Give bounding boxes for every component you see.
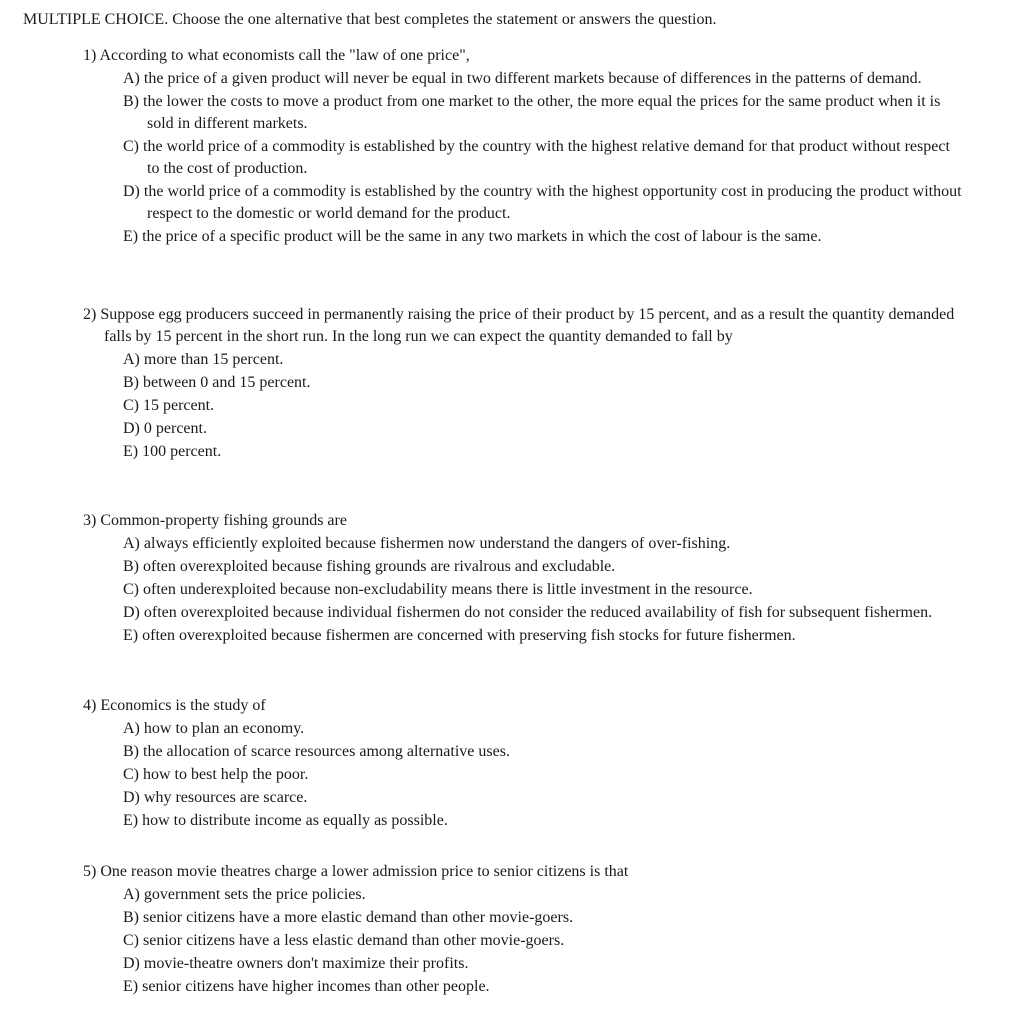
choice-text: 15 percent. (143, 397, 215, 414)
question-number: 4) (83, 697, 97, 714)
choice-letter: E) (123, 812, 139, 829)
choice-text: how to best help the poor. (143, 766, 309, 783)
question-stem (83, 861, 963, 883)
answer-choice (123, 349, 963, 371)
choice-text: 0 percent. (143, 420, 207, 437)
question-number: 1) (83, 47, 97, 64)
choice-text: often overexploited because individual fishermen do not consider the reduced availability of fish for subsequent fishermen. (143, 604, 933, 621)
choice-letter: D) (123, 604, 140, 621)
answer-choice (123, 764, 963, 786)
choice-letter: A) (123, 720, 140, 737)
answer-choice (123, 441, 963, 463)
choice-letter: E) (123, 443, 139, 460)
answer-choice (123, 556, 963, 578)
choice-text: the price of a specific product will be the same in any two markets in which the cost of labour is the same. (142, 228, 822, 245)
question-text: Suppose egg producers succeed in permanently raising the price of their product by 15 percent, and as a result the quantity demanded falls by 15 percent in the short run. In the long run we can expect the quantity demanded to fall by (100, 306, 955, 345)
question-3 (83, 510, 963, 648)
answer-choice (123, 976, 963, 998)
choice-list (123, 349, 963, 463)
answer-choice (123, 953, 963, 975)
choice-text: between 0 and 15 percent. (143, 374, 311, 391)
choice-letter: A) (123, 535, 140, 552)
choice-letter: C) (123, 932, 139, 949)
question-text: Common-property fishing grounds are (100, 512, 347, 529)
answer-choice (123, 579, 963, 601)
answer-choice (123, 136, 963, 180)
answer-choice (123, 395, 963, 417)
choice-text: senior citizens have higher incomes than other people. (142, 978, 490, 995)
choice-list (123, 533, 963, 647)
choice-text: often underexploited because non-excludability means there is little investment in the resource. (143, 581, 753, 598)
answer-choice (123, 602, 963, 624)
choice-list (123, 68, 963, 248)
choice-letter: A) (123, 351, 140, 368)
question-text: Economics is the study of (100, 697, 266, 714)
answer-choice (123, 68, 963, 90)
choice-text: the world price of a commodity is established by the country with the highest relative demand for that product without respect to the cost of production. (143, 138, 950, 177)
choice-text: how to distribute income as equally as possible. (142, 812, 448, 829)
answer-choice (123, 930, 963, 952)
question-stem (83, 304, 963, 348)
choice-letter: A) (123, 886, 140, 903)
answer-choice (123, 884, 963, 906)
answer-choice (123, 810, 963, 832)
choice-text: often overexploited because fishermen are concerned with preserving fish stocks for future fishermen. (142, 627, 796, 644)
choice-text: 100 percent. (142, 443, 222, 460)
choice-letter: B) (123, 374, 139, 391)
choice-text: the allocation of scarce resources among alternative uses. (143, 743, 510, 760)
choice-letter: A) (123, 70, 140, 87)
choice-text: the lower the costs to move a product from one market to the other, the more equal the prices for the same product when it is sold in different markets. (143, 93, 941, 132)
question-number: 5) (83, 863, 97, 880)
answer-choice (123, 181, 963, 225)
question-4 (83, 695, 963, 833)
answer-choice (123, 741, 963, 763)
choice-letter: E) (123, 978, 139, 995)
choice-text: senior citizens have a more elastic demand than other movie-goers. (143, 909, 574, 926)
question-2 (83, 304, 963, 464)
question-1 (83, 45, 963, 249)
choice-letter: B) (123, 558, 139, 575)
answer-choice (123, 533, 963, 555)
answer-choice (123, 226, 963, 248)
choice-text: more than 15 percent. (143, 351, 284, 368)
choice-letter: D) (123, 955, 140, 972)
choice-letter: B) (123, 909, 139, 926)
choice-letter: C) (123, 766, 139, 783)
choice-text: how to plan an economy. (143, 720, 305, 737)
choice-letter: C) (123, 138, 139, 155)
answer-choice (123, 625, 963, 647)
question-5 (83, 861, 963, 999)
answer-choice (123, 907, 963, 929)
question-text: According to what economists call the "law of one price", (99, 47, 470, 64)
choice-letter: D) (123, 183, 140, 200)
choice-letter: C) (123, 581, 139, 598)
choice-letter: D) (123, 789, 140, 806)
choice-letter: B) (123, 93, 139, 110)
question-stem (83, 695, 963, 717)
question-stem (83, 510, 963, 532)
choice-text: why resources are scarce. (143, 789, 308, 806)
choice-text: the price of a given product will never be equal in two different markets because of differences in the patterns of demand. (143, 70, 922, 87)
choice-list (123, 884, 963, 998)
choice-letter: E) (123, 228, 139, 245)
answer-choice (123, 372, 963, 394)
choice-letter: C) (123, 397, 139, 414)
question-text: One reason movie theatres charge a lower admission price to senior citizens is that (100, 863, 629, 880)
question-number: 2) (83, 306, 97, 323)
section-header: MULTIPLE CHOICE. Choose the one alternative that best completes the statement or answers the question. (23, 11, 717, 28)
choice-text: the world price of a commodity is established by the country with the highest opportunity cost in producing the product without respect to the domestic or world demand for the product. (143, 183, 962, 222)
choice-text: senior citizens have a less elastic demand than other movie-goers. (143, 932, 565, 949)
answer-choice (123, 787, 963, 809)
choice-letter: E) (123, 627, 139, 644)
choice-text: often overexploited because fishing grounds are rivalrous and excludable. (143, 558, 616, 575)
answer-choice (123, 91, 963, 135)
choice-list (123, 718, 963, 832)
answer-choice (123, 418, 963, 440)
choice-letter: B) (123, 743, 139, 760)
choice-letter: D) (123, 420, 140, 437)
choice-text: government sets the price policies. (143, 886, 366, 903)
question-stem (83, 45, 963, 67)
question-number: 3) (83, 512, 97, 529)
choice-text: always efficiently exploited because fishermen now understand the dangers of over-fishing. (143, 535, 731, 552)
answer-choice (123, 718, 963, 740)
choice-text: movie-theatre owners don't maximize their profits. (143, 955, 469, 972)
